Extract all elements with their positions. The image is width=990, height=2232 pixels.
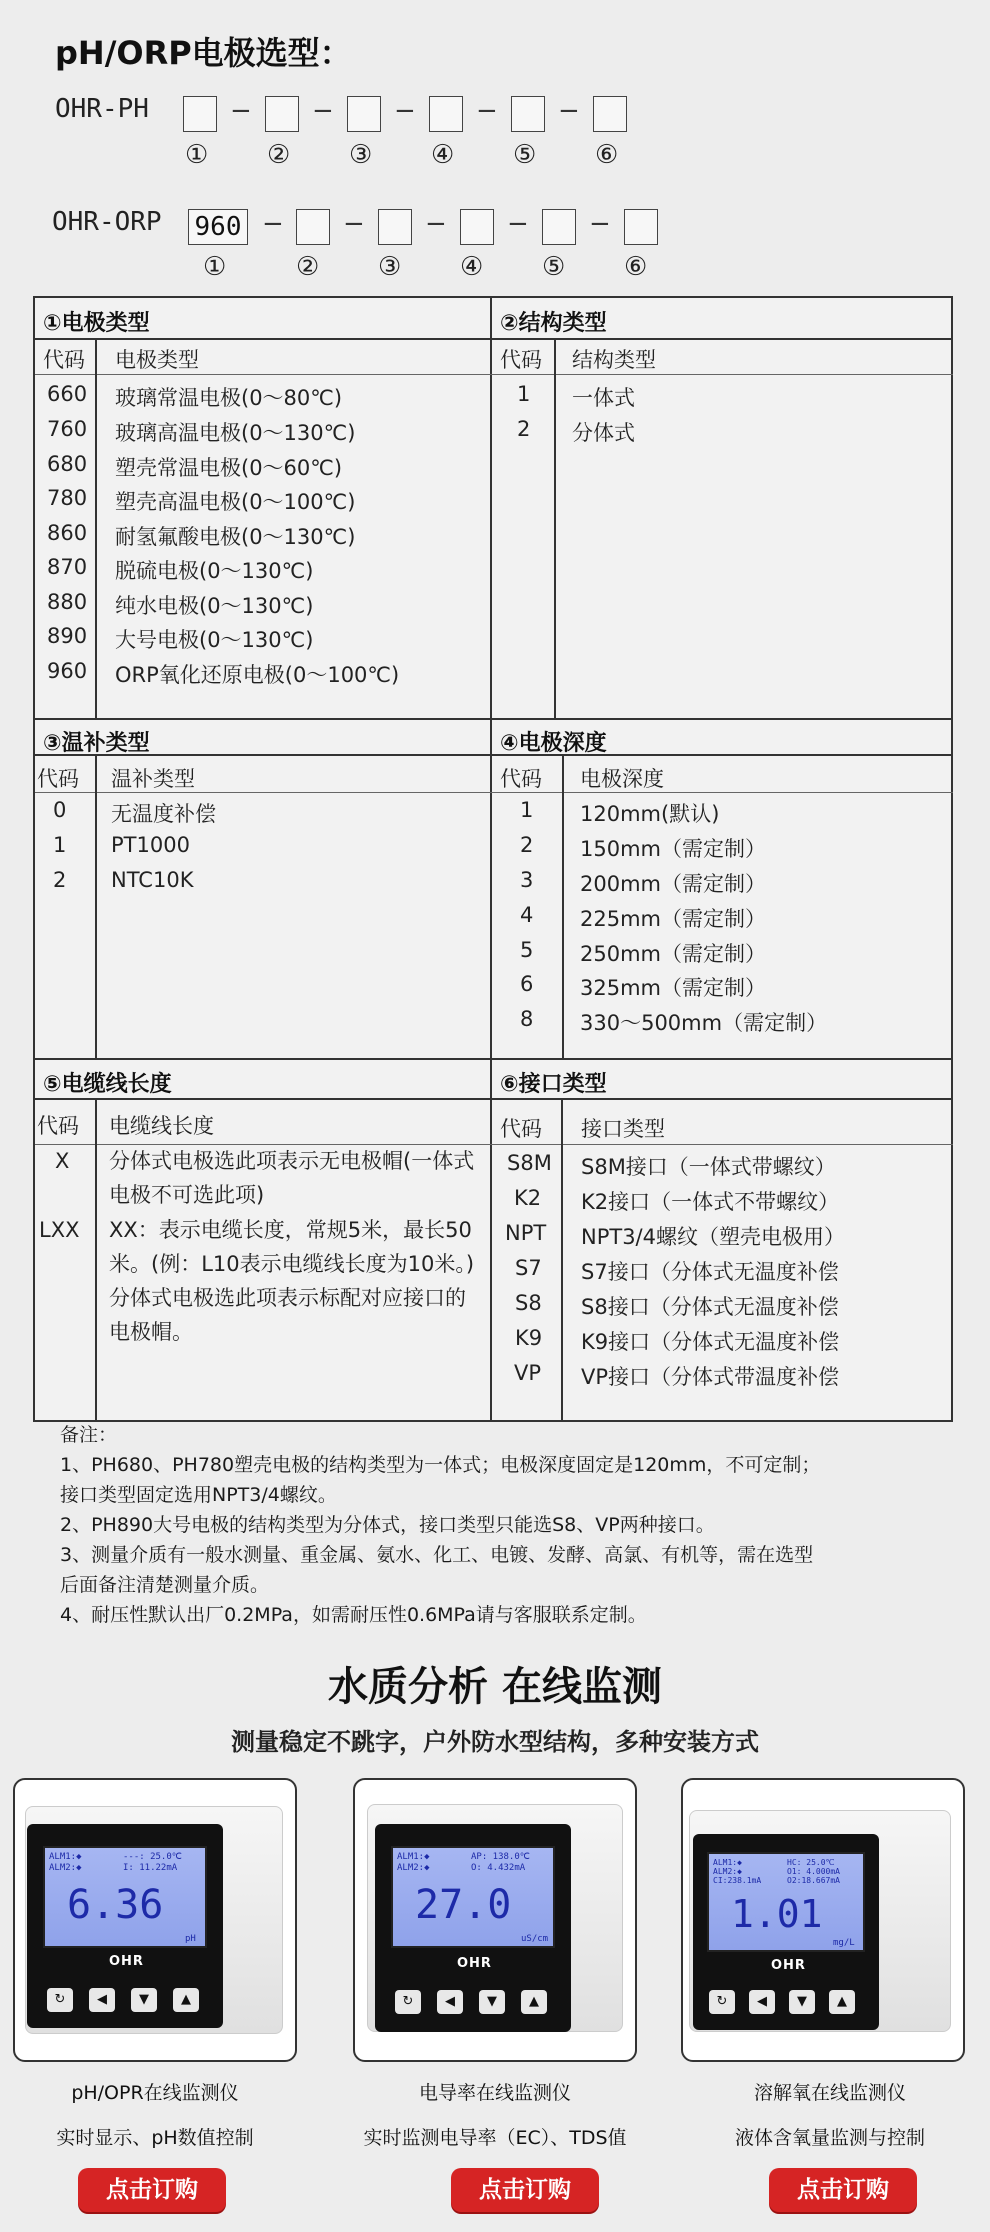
note-line: 1、PH680、PH780塑壳电极的结构类型为一体式；电极深度固定是120mm，不可定制； [60, 1454, 821, 1476]
table-cell-code: 6 [520, 972, 534, 996]
header-line [35, 374, 953, 375]
refresh-key-icon: ↻ [47, 1988, 73, 2012]
table-cell-desc: K9接口（分体式无温度补偿 [581, 1330, 840, 1354]
row-divider [35, 718, 953, 720]
note-line: 2、PH890大号电极的结构类型为分体式，接口类型只能选S8、VP两种接口。 [60, 1514, 715, 1536]
section-title-electrode-type: ①电极类型 [43, 311, 150, 336]
header-line [35, 754, 953, 756]
table-cell-desc: 分体式电极选此项表示无电极帽(一体式电极不可选此项) [109, 1149, 475, 1207]
col-line [561, 1098, 563, 1422]
table-cell-desc: 塑壳常温电极(0～60℃) [115, 456, 343, 480]
table-cell-desc: 250mm（需定制） [580, 942, 766, 966]
column-name: 接口类型 [581, 1117, 665, 1141]
product-card-conductivity[interactable] [353, 1778, 637, 2062]
table-cell-desc: PT1000 [111, 833, 190, 857]
table-cell-desc: 330～500mm（需定制） [580, 1011, 828, 1035]
left-key-icon: ◀ [89, 1988, 115, 2012]
code-box-3 [460, 209, 494, 245]
lcd-side-readout: AP: 138.0℃ O: 4.432mA [471, 1852, 530, 1873]
column-code: 代码 [37, 1114, 79, 1138]
index-2: ② [267, 140, 291, 170]
selection-table [33, 296, 953, 1422]
buy-button[interactable]: 点击订购 [769, 2168, 917, 2212]
dash: − [476, 96, 498, 126]
note-line: 4、耐压性默认出厂0.2MPa，如需耐压性0.6MPa请与客服联系定制。 [60, 1604, 647, 1626]
dash: − [343, 209, 365, 239]
note-line: 后面备注清楚测量介质。 [60, 1574, 270, 1596]
lcd-alarm-status: ALM1:◆ ALM2:◆ [397, 1852, 430, 1873]
table-cell-code: 2 [53, 868, 67, 892]
lcd-screen [707, 1852, 865, 1952]
table-cell-desc: ORP氧化还原电极(0～100℃) [115, 663, 400, 687]
table-cell-desc: 225mm（需定制） [580, 907, 766, 931]
index-4: ④ [460, 252, 484, 282]
section-title-interface: ⑥接口类型 [500, 1072, 607, 1097]
index-3: ③ [378, 252, 402, 282]
column-name: 结构类型 [572, 348, 656, 372]
promo-subheading: 测量稳定不跳字，户外防水型结构，多种安装方式 [231, 1728, 759, 1756]
notes [60, 1420, 940, 1630]
table-cell-desc: 耐氢氟酸电极(0～130℃) [115, 525, 356, 549]
dash: − [230, 96, 252, 126]
code-box-2 [378, 209, 412, 245]
code-box-6 [593, 96, 627, 132]
note-line: 3、测量介质有一般水测量、重金属、氨水、化工、电镀、发酵、高氯、有机等，需在选型 [60, 1544, 814, 1566]
table-cell-desc: 塑壳高温电极(0～100℃) [115, 490, 356, 514]
code-box-fixed: 960 [188, 209, 248, 245]
product-desc: 液体含氧量监测与控制 [734, 2127, 925, 2149]
row-divider [35, 1058, 953, 1060]
index-6: ⑥ [624, 252, 648, 282]
col-line [95, 338, 97, 718]
column-code: 代码 [500, 767, 542, 791]
table-cell-desc: 纯水电极(0～130℃) [115, 594, 314, 618]
dash: − [394, 96, 416, 126]
code-box-4 [429, 96, 463, 132]
table-cell-code: 660 [47, 382, 88, 406]
table-cell-desc: 大号电极(0～130℃) [115, 628, 314, 652]
table-cell-code: S7 [515, 1256, 542, 1280]
table-cell-code: 2 [517, 417, 531, 441]
buy-button[interactable]: 点击订购 [451, 2168, 599, 2212]
code-box-5 [624, 209, 658, 245]
index-5: ⑤ [513, 140, 537, 170]
table-cell-desc: VP接口（分体式带温度补偿 [581, 1365, 840, 1389]
code-box-1 [296, 209, 330, 245]
section-title-cable-length: ⑤电缆线长度 [43, 1072, 172, 1097]
table-cell-desc: 一体式 [572, 386, 635, 410]
table-cell-desc: K2接口（一体式不带螺纹） [581, 1190, 840, 1214]
table-cell-desc: 150mm（需定制） [580, 837, 766, 861]
col-line [95, 1098, 97, 1422]
column-name: 电极深度 [580, 767, 664, 791]
down-key-icon: ▼ [131, 1988, 157, 2012]
up-key-icon: ▲ [173, 1988, 199, 2012]
table-cell-code: LXX [39, 1218, 80, 1242]
product-name: 溶解氧在线监测仪 [753, 2082, 906, 2104]
lcd-screen [43, 1846, 207, 1948]
brand-logo: OHR [109, 1954, 144, 1969]
code-box-3 [347, 96, 381, 132]
col-line [554, 338, 556, 718]
up-key-icon: ▲ [521, 1990, 547, 2014]
column-name: 电极类型 [115, 348, 199, 372]
column-code: 代码 [37, 767, 79, 791]
brand-logo: OHR [457, 1956, 492, 1971]
dash: − [425, 209, 447, 239]
index-1: ① [185, 140, 209, 170]
code-box-5 [511, 96, 545, 132]
index-2: ② [296, 252, 320, 282]
table-cell-code: 1 [517, 382, 531, 406]
table-cell-code: 880 [47, 590, 88, 614]
promo-heading: 水质分析 在线监测 [328, 1664, 662, 1710]
table-cell-desc: 脱硫电极(0～130℃) [115, 559, 314, 583]
lcd-unit: pH [185, 1934, 196, 1944]
table-cell-desc: XX：表示电缆长度，常规5米，最长50米。(例：L10表示电缆线长度为10米。)分体式电极选此项表示标配对应接口的电极帽。 [109, 1218, 475, 1344]
table-cell-desc: NTC10K [111, 868, 194, 892]
dash: − [262, 209, 284, 239]
code-box-4 [542, 209, 576, 245]
section-title-structure-type: ②结构类型 [500, 311, 607, 336]
dash: − [558, 96, 580, 126]
brand-logo: OHR [771, 1958, 806, 1973]
column-name: 电缆线长度 [109, 1114, 214, 1138]
index-3: ③ [349, 140, 373, 170]
table-cell-code: 2 [520, 833, 534, 857]
table-cell-code: 0 [53, 798, 67, 822]
down-key-icon: ▼ [479, 1990, 505, 2014]
table-cell-code: 960 [47, 659, 88, 683]
index-4: ④ [431, 140, 455, 170]
table-cell-desc: S8M接口（一体式带螺纹） [581, 1155, 836, 1179]
code-box-2 [265, 96, 299, 132]
left-key-icon: ◀ [749, 1990, 775, 2014]
page-title: pH/ORP电极选型： [55, 34, 352, 72]
refresh-key-icon: ↻ [395, 1990, 421, 2014]
product-desc: 实时显示、pH数值控制 [56, 2127, 254, 2149]
model-prefix: OHR-ORP [52, 207, 162, 237]
buy-button[interactable]: 点击订购 [78, 2168, 226, 2212]
table-cell-desc: 200mm（需定制） [580, 872, 766, 896]
lcd-side-readout: HC: 25.0℃ O1: 4.000mA O2:18.667mA [787, 1858, 840, 1885]
table-cell-code: 680 [47, 452, 88, 476]
column-name: 温补类型 [111, 767, 195, 791]
column-code: 代码 [43, 348, 85, 372]
table-cell-desc: S8接口（分体式无温度补偿 [581, 1295, 839, 1319]
lcd-main-value: 27.0 [415, 1882, 512, 1928]
table-cell-code: 3 [520, 868, 534, 892]
dash: − [312, 96, 334, 126]
table-cell-code: 8 [520, 1007, 534, 1031]
lcd-unit: uS/cm [521, 1934, 549, 1944]
device-front-panel [375, 1824, 571, 2032]
index-1: ① [203, 252, 227, 282]
col-line [95, 754, 97, 1058]
model-prefix: OHR-PH [55, 94, 149, 124]
table-cell-code: 760 [47, 417, 88, 441]
index-6: ⑥ [595, 140, 619, 170]
lcd-unit: mg/L [833, 1938, 855, 1948]
lcd-main-value: 1.01 [731, 1892, 823, 1936]
product-card-dissolved-oxygen[interactable] [681, 1778, 965, 2062]
table-cell-desc: 分体式 [572, 421, 635, 445]
section-title-depth: ④电极深度 [500, 731, 607, 756]
note-line: 接口类型固定选用NPT3/4螺纹。 [60, 1484, 337, 1506]
product-name: 电导率在线监测仪 [418, 2082, 571, 2104]
product-card-ph[interactable] [13, 1778, 297, 2062]
table-cell-desc: 玻璃高温电极(0～130℃) [115, 421, 356, 445]
table-cell-code: 5 [520, 938, 534, 962]
center-divider [490, 298, 492, 1422]
lcd-screen [391, 1846, 555, 1948]
refresh-key-icon: ↻ [709, 1990, 735, 2014]
lcd-alarm-status: ALM1:◆ ALM2:◆ [49, 1852, 82, 1873]
up-key-icon: ▲ [829, 1990, 855, 2014]
product-desc: 实时监测电导率（EC）、TDS值 [363, 2127, 627, 2149]
code-box-1 [183, 96, 217, 132]
table-cell-code: S8 [515, 1291, 542, 1315]
table-cell-code: 4 [520, 903, 534, 927]
header-line [35, 1098, 953, 1100]
down-key-icon: ▼ [789, 1990, 815, 2014]
section-title-temp-comp: ③温补类型 [43, 731, 150, 756]
table-cell-code: K9 [515, 1326, 543, 1350]
table-cell-desc: NPT3/4螺纹（塑壳电极用） [581, 1225, 845, 1249]
table-cell-code: 890 [47, 624, 88, 648]
table-cell-code: X [55, 1149, 70, 1173]
header-line [35, 338, 953, 340]
table-cell-desc: 无温度补偿 [111, 802, 216, 826]
table-cell-code: K2 [514, 1186, 542, 1210]
left-key-icon: ◀ [437, 1990, 463, 2014]
col-line [562, 754, 564, 1058]
table-cell-code: 1 [53, 833, 67, 857]
table-cell-desc: 玻璃常温电极(0～80℃) [115, 386, 343, 410]
table-cell-code: 780 [47, 486, 88, 510]
table-cell-code: S8M [507, 1151, 552, 1175]
table-cell-code: VP [514, 1361, 542, 1385]
device-front-panel [27, 1824, 223, 2028]
lcd-alarm-status: ALM1:◆ ALM2:◆ CI:238.1mA [713, 1858, 762, 1885]
product-name: pH/OPR在线监测仪 [71, 2082, 239, 2104]
table-cell-desc: 325mm（需定制） [580, 976, 766, 1000]
dash: − [507, 209, 529, 239]
notes-label: 备注： [60, 1424, 118, 1446]
lcd-side-readout: ---: 25.0℃ I: 11.22mA [123, 1852, 182, 1873]
column-code: 代码 [500, 348, 542, 372]
column-code: 代码 [500, 1117, 542, 1141]
dash: − [589, 209, 611, 239]
table-cell-desc: 120mm(默认) [580, 802, 720, 826]
lcd-main-value: 6.36 [67, 1882, 164, 1928]
index-5: ⑤ [542, 252, 566, 282]
table-cell-code: 1 [520, 798, 534, 822]
table-cell-code: NPT [505, 1221, 547, 1245]
device-front-panel [693, 1834, 879, 2030]
table-cell-desc: S7接口（分体式无温度补偿 [581, 1260, 839, 1284]
table-cell-code: 860 [47, 521, 88, 545]
table-cell-code: 870 [47, 555, 88, 579]
